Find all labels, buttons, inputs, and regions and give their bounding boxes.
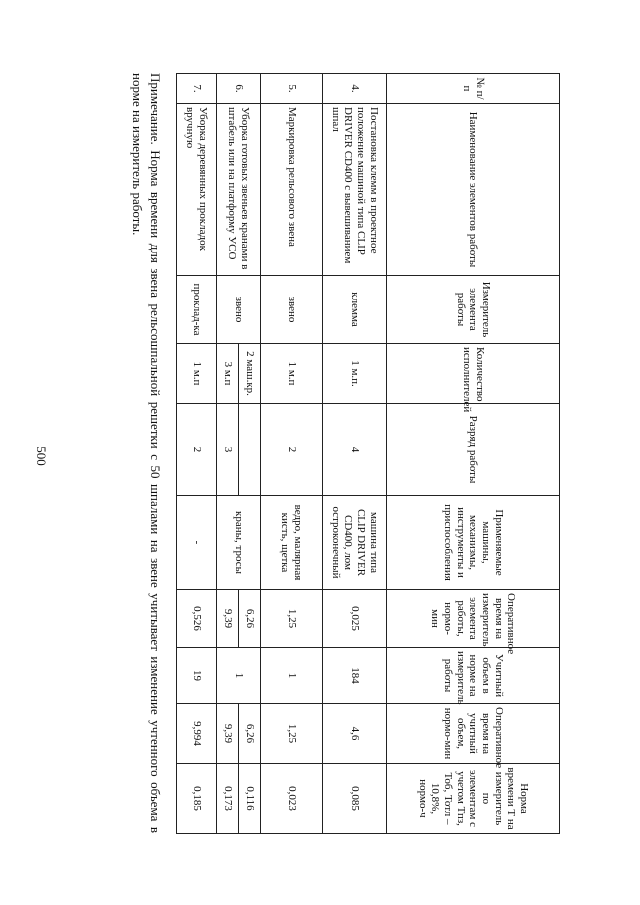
table-row	[261, 73, 323, 833]
header-op-time: Оперативное время на измеритель элемента работы, нормо-мин	[387, 589, 560, 647]
row-op-time-a: 6,26	[239, 589, 261, 647]
row-workers: 1 м.п.	[323, 343, 387, 403]
row-op-total: 4,6	[323, 703, 387, 763]
row-norm-time-a: 0,116	[239, 763, 261, 833]
row-workers: 1 м.п	[261, 343, 323, 403]
row-op-time: 0,526	[177, 589, 217, 647]
row-name: Уборка деревянных прокладок вручную	[177, 103, 217, 275]
header-workers: Количество исполнителей	[387, 343, 560, 403]
header-grade: Разряд работы	[387, 403, 560, 495]
table-header-row	[387, 73, 560, 833]
row-grade: 2	[261, 403, 323, 495]
header-name: Наименование элементов работы	[387, 103, 560, 275]
row-norm-time: 0,085	[323, 763, 387, 833]
row-grade-b: 3	[217, 403, 239, 495]
header-machines: Применяемые машины, механизмы, инструменты и приспособления	[387, 495, 560, 589]
row-meter: проклад-ка	[177, 275, 217, 343]
row-machines: краны, тросы	[217, 495, 261, 589]
table-row	[177, 73, 217, 833]
row-grade: 4	[323, 403, 387, 495]
header-meter: Измеритель элемента работы	[387, 275, 560, 343]
row-op-total-a: 6,26	[239, 703, 261, 763]
row-meter: клемма	[323, 275, 387, 343]
row-name: Уборка готовых звеньев кранами в штабель или на платформу УСО	[217, 103, 261, 275]
header-num: № п/п	[387, 73, 560, 103]
row-machines: -	[177, 495, 217, 589]
row-workers-a: 2 маш.кр.	[239, 343, 261, 403]
row-grade: 2	[177, 403, 217, 495]
row-op-time: 0,025	[323, 589, 387, 647]
row-op-total: 1,25	[261, 703, 323, 763]
row-norm-time: 0,023	[261, 763, 323, 833]
row-norm-time: 0,185	[177, 763, 217, 833]
table-row	[323, 73, 387, 833]
row-machines: машина типа CLIP DRIVER CD400, лом остроконечный	[323, 495, 387, 589]
row-name: Постановка клемм в проектное положение машиной типа CLIP DRIVER CD400 с вывешиванием шпал	[323, 103, 387, 275]
row-volume: 1	[217, 647, 261, 703]
table-row	[239, 73, 261, 833]
page-number: 500	[34, 446, 49, 466]
row-workers: 1 м.п	[177, 343, 217, 403]
row-num: 6.	[217, 73, 261, 103]
row-norm-time-b: 0,173	[217, 763, 239, 833]
header-op-total: Оперативное время на учитный объем, нормо-мин	[387, 703, 560, 763]
row-grade-a	[239, 403, 261, 495]
row-volume: 19	[177, 647, 217, 703]
footnote: Примечание. Норма времени для звена рельсошпальной решетки с 50 шпалами на звене учитывает изменение учтенного объема в норме на измеритель работы.	[130, 72, 163, 833]
header-norm-time: Норма времени Т на измеритель по элементам с учетом Тпз, Тоб, Тотл – 10,8%, нормо-ч	[387, 763, 560, 833]
row-op-total: 9,994	[177, 703, 217, 763]
row-machines: ведро, малярная кисть, щетка	[261, 495, 323, 589]
row-meter: звено	[217, 275, 261, 343]
work-norms-table	[176, 73, 560, 834]
header-volume: Учитный объем в норме на измеритель работы	[387, 647, 560, 703]
rotated-content	[80, 73, 560, 833]
row-op-time-b: 9,39	[217, 589, 239, 647]
row-name: Маркировка рельсового звена	[261, 103, 323, 275]
row-volume: 184	[323, 647, 387, 703]
row-op-time: 1,25	[261, 589, 323, 647]
row-num: 7.	[177, 73, 217, 103]
row-op-total-b: 9,39	[217, 703, 239, 763]
row-workers-b: 3 м.п	[217, 343, 239, 403]
row-num: 4.	[323, 73, 387, 103]
row-meter: звено	[261, 275, 323, 343]
row-num: 5.	[261, 73, 323, 103]
row-volume: 1	[261, 647, 323, 703]
